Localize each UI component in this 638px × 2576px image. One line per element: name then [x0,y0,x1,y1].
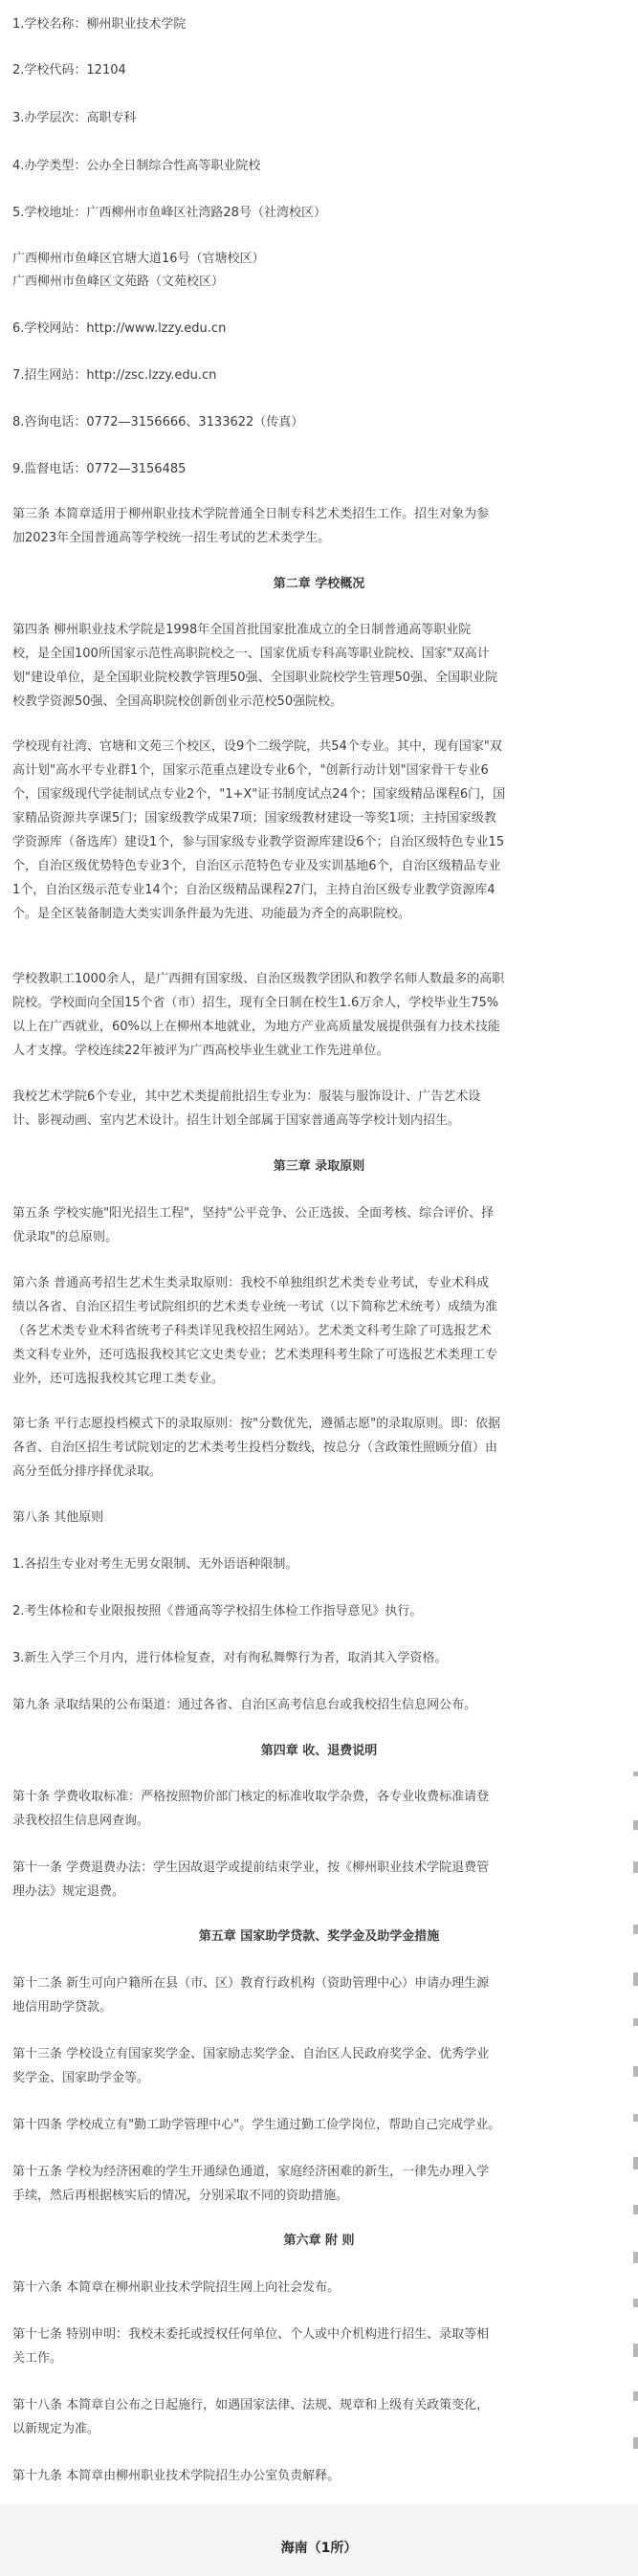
scroll-marker [633,1820,638,1830]
school-type: 4.办学类型：公办全日制综合性高等职业院校 [12,159,261,173]
chapter-5-heading: 第五章 国家助学贷款、奖学金及助学金措施 [198,1929,440,1944]
article-8-item: 3.新生入学三个月内，进行体检复查，对有徇私舞弊行为者，取消其入学资格。 [12,1651,448,1665]
scroll-marker [633,2205,638,2214]
article-15: 第十五条 学校为经济困难的学生开通绿色通道，家庭经济困难的新生，一律先办理入学 手续，然后再根据核实后的情况，分别采取不同的资助措施。 [12,2165,490,2203]
school-name: 1.学校名称：柳州职业技术学院 [12,17,187,32]
article-4: 第四条 柳州职业技术学院是1998年全国首批国家批准成立的全日制普通高等职业院 校，是全国100所国家示范性高职院校之一、国家优质专科高等职业院校、国家"双高计 划"建设单位，是全国职业院校教学管理50强、全国职业院校学生管理50强、全国职业院 校教学资源50强、全国高职院校创新创业示范校50强院校。 [12,623,498,709]
article-13: 第十三条 学校设立有国家奖学金、国家励志奖学金、自治区人民政府奖学金、优秀学业 奖学金、国家助学金等。 [12,2047,490,2085]
scroll-marker [633,2252,638,2263]
article-5: 第五条 学校实施"阳光招生工程"，坚持"公平竞争、公正选拔、全面考核、综合评价、择 优录取"的总原则。 [12,1206,495,1244]
article-18: 第十八条 本简章自公布之日起施行，如遇国家法律、法规、规章和上级有关政策变化， 以新规定为准。 [12,2398,490,2436]
article-19: 第十九条 本简章由柳州职业技术学院招生办公室负责解释。 [12,2469,341,2483]
scroll-marker [633,2018,638,2026]
scroll-marker [633,2344,638,2357]
chapter-3-heading: 第三章 录取原则 [273,1159,365,1174]
article-3: 第三条 本简章适用于柳州职业技术学院普通全日制专科艺术类招生工作。招生对象为参 加2023年全国普通高等学校统一招生考试的艺术类学生。 [12,507,490,545]
art-school-paragraph: 我校艺术学院6个专业，其中艺术类提前批招生专业为：服装与服饰设计、广告艺术设 计、影视动画、室内艺术设计。招生计划全部属于国家普通高等学校计划内招生。 [12,1090,481,1128]
admission-website[interactable]: 7.招生网站：http://zsc.lzzy.edu.cn [12,368,217,383]
supervision-phone: 9.监督电话：0772—3156485 [12,462,187,476]
chapter-2-heading: 第二章 学校概况 [273,577,365,591]
address-guantang: 广西柳州市鱼峰区官塘大道16号（官塘校区） [12,252,265,266]
address-wenyuan: 广西柳州市鱼峰区文苑路（文苑校区） [12,275,225,289]
scroll-marker [633,2157,638,2169]
scroll-marker [633,1772,638,1776]
article-9: 第九条 录取结果的公布渠道：通过各省、自治区高考信息台或我校招生信息网公布。 [12,1698,477,1712]
consult-phone: 8.咨询电话：0772—3156666、3133622（传真） [12,415,304,429]
next-section-title: 海南（1所） [280,2541,358,2556]
scroll-marker [633,2299,638,2307]
scroll-marker [633,2437,638,2449]
school-code: 2.学校代码：12104 [12,63,126,77]
article-12: 第十二条 新生可向户籍所在县（市、区）教育行政机构（资助管理中心）申请办理生源 地信用助学贷款。 [12,1976,490,2015]
scroll-marker [633,2114,638,2122]
school-address: 5.学校地址：广西柳州市鱼峰区社湾路28号（社湾校区） [12,206,326,220]
scroll-marker [633,2391,638,2401]
scroll-marker [633,1861,638,1873]
article-8-item: 2.考生体检和专业限报按照《普通高等学校招生体检工作指导意见》执行。 [12,1604,423,1618]
school-level: 3.办学层次：高职专科 [12,111,137,125]
article-11: 第十一条 学费退费办法：学生因故退学或提前结束学业，按《柳州职业技术学院退费管 理办法》规定退费。 [12,1860,490,1899]
staff-paragraph: 学校教职工1000余人，是广西拥有国家级、自治区级教学团队和教学名师人数最多的高职 院校。学校面向全国15个省（市）招生，现有全日制在校生1.6万余人，学校毕业生75% 以上在广西就业，60%以上在柳州本地就业，为地方产业高质量发展提供强有力技术技能 人才支撑。学校连续22年被评为广西高校毕业生就业工作先进单位。 [12,972,505,1058]
chapter-6-heading: 第六章 附 则 [283,2234,355,2248]
scroll-marker [633,2066,638,2077]
article-14: 第十四条 学校成立有"勤工助学管理中心"。学生通过勤工俭学岗位，帮助自己完成学业。 [12,2118,501,2132]
article-6: 第六条 普通高考招生艺术生类录取原则：我校不单独组织艺术类专业考试，专业术科成 绩以各省、自治区招生考试院组织的艺术类专业统一考试（以下简称艺术统考）成绩为准 （各艺术类专业术科省统考子科类详见我校招生网站）。艺术类文科考生除了可选报艺术 类文科专业外，还可选报我校其它文史类专业；艺术类理科考生除了可选报艺术类理工专 业外，还可选报我校其它理工类专业。 [12,1276,498,1386]
scroll-marker [633,1972,638,1986]
article-8-item: 1.各招生专业对考生无男女限制、无外语语种限制。 [12,1557,298,1572]
article-7: 第七条 平行志愿投档模式下的录取原则：按"分数优先，遵循志愿"的录取原则。即：依据 各省、自治区招生考试院划定的艺术类考生投档分数线，按总分（含政策性照顾分值）由 高分至低分排序择优录取。 [12,1417,501,1479]
campus-paragraph: 学校现有社湾、官塘和文苑三个校区，设9个二级学院，共54个专业。其中，现有国家"双 高计划"高水平专业群1个，国家示范重点建设专业6个，"创新行动计划"国家骨干专业6 个，国家级现代学徒制试点专业2个，"1+X"证书制度试点24个；国家级精品课程6门，国 家精品资源共享课5门；国家级教学成果7项；国家级教材建设一等奖1项；主持国家级教 学资源库（备选库）建设1个，参与国家级专业教学资源库建设6个；自治区级特色专业15 个，自治区级优势特色专业3个，自治区示范特色专业及实训基地6个，自治区级精品专业 1个，自治区级示范专业14个；自治区级精品课程27门，主持自治区级专业教学资源库4 个。是全区装备制造大类实训条件最为先进、功能最为齐全的高职院校。 [12,739,506,921]
article-8-title: 第八条 其他原则 [12,1510,104,1525]
school-website[interactable]: 6.学校网站：http://www.lzzy.edu.cn [12,321,227,336]
article-10: 第十条 学费收取标准：严格按照物价部门核定的标准收取学杂费，各专业收费标准请登 录我校招生信息网查询。 [12,1790,490,1828]
chapter-4-heading: 第四章 收、退费说明 [260,1744,378,1758]
article-17: 第十七条 特别申明：我校未委托或授权任何单位、个人或中介机构进行招生、录取等相 关工作。 [12,2327,490,2366]
scroll-marker [633,1925,638,1934]
article-16: 第十六条 本简章在柳州职业技术学院招生网上向社会发布。 [12,2280,341,2295]
